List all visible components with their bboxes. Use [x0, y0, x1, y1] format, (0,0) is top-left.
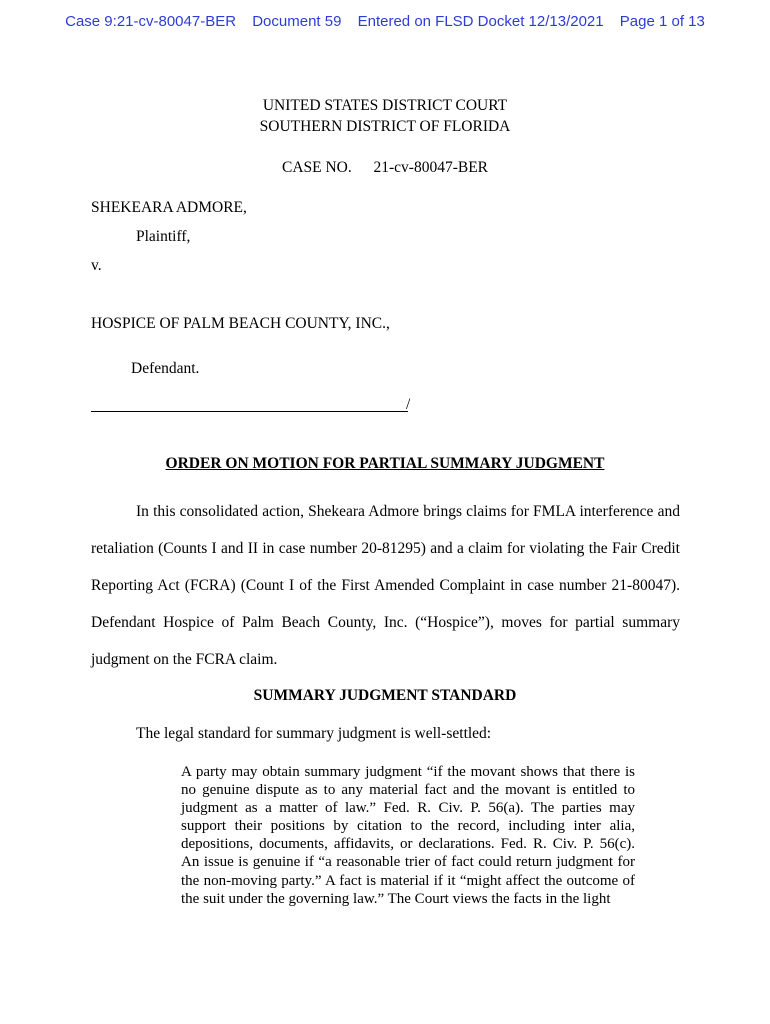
case-number-line: [0, 159, 770, 177]
docket-header: [0, 13, 770, 30]
standard-intro: The legal standard for summary judgment is well-settled:: [136, 725, 492, 742]
defendant-role: Defendant.: [131, 360, 200, 377]
docket-entry-date: Entered on FLSD Docket 12/13/2021: [357, 13, 604, 30]
caption-rule-slash: /: [406, 396, 411, 413]
plaintiff-role: Plaintiff,: [136, 228, 191, 245]
docket-case-number: Case 9:21-cv-80047-BER: [65, 13, 237, 30]
case-number-value: 21-cv-80047-BER: [373, 159, 489, 176]
case-number-label: CASE NO.: [281, 159, 352, 176]
defendant-name: HOSPICE OF PALM BEACH COUNTY, INC.,: [91, 315, 390, 332]
court-district: SOUTHERN DISTRICT OF FLORIDA: [259, 118, 511, 135]
plaintiff-name: SHEKEARA ADMORE,: [91, 199, 247, 216]
court-name: UNITED STATES DISTRICT COURT: [262, 97, 508, 114]
versus: v.: [91, 257, 102, 274]
docket-document-number: Document 59: [252, 13, 342, 30]
caption-rule: [91, 411, 408, 412]
block-quote: A party may obtain summary judgment “if the movant shows that there is no genuine dispute as to any material fact and the movant is entitled to judgment as a matter of law.” Fed. R. Civ. P. 56(a). The parties may support their positions by citation to the record, including inter alia, depositions, documents, affidavits, or declarations. Fed. R. Civ. P. 56(c). An issue is genuine if “a reasonable trier of fact could return judgment for the non-moving party.” A fact is material if it “might affect the outcome of the suit under the governing law.” The Court views the facts in the light: [181, 764, 635, 907]
docket-page-number: Page 1 of 13: [619, 13, 705, 30]
standard-heading: SUMMARY JUDGMENT STANDARD: [253, 687, 517, 704]
order-title: ORDER ON MOTION FOR PARTIAL SUMMARY JUDGMENT: [165, 455, 605, 472]
intro-paragraph: In this consolidated action, Shekeara Admore brings claims for FMLA interference and retaliation (Counts I and II in case number 20-81295) and a claim for violating the Fair Credit Reporting Act (FCRA) (Count I of the First Amended Complaint in case number 21-80047). Defendant Hospice of Palm Beach County, Inc. (“Hospice”), moves for partial summary judgment on the FCRA claim.: [91, 503, 680, 668]
